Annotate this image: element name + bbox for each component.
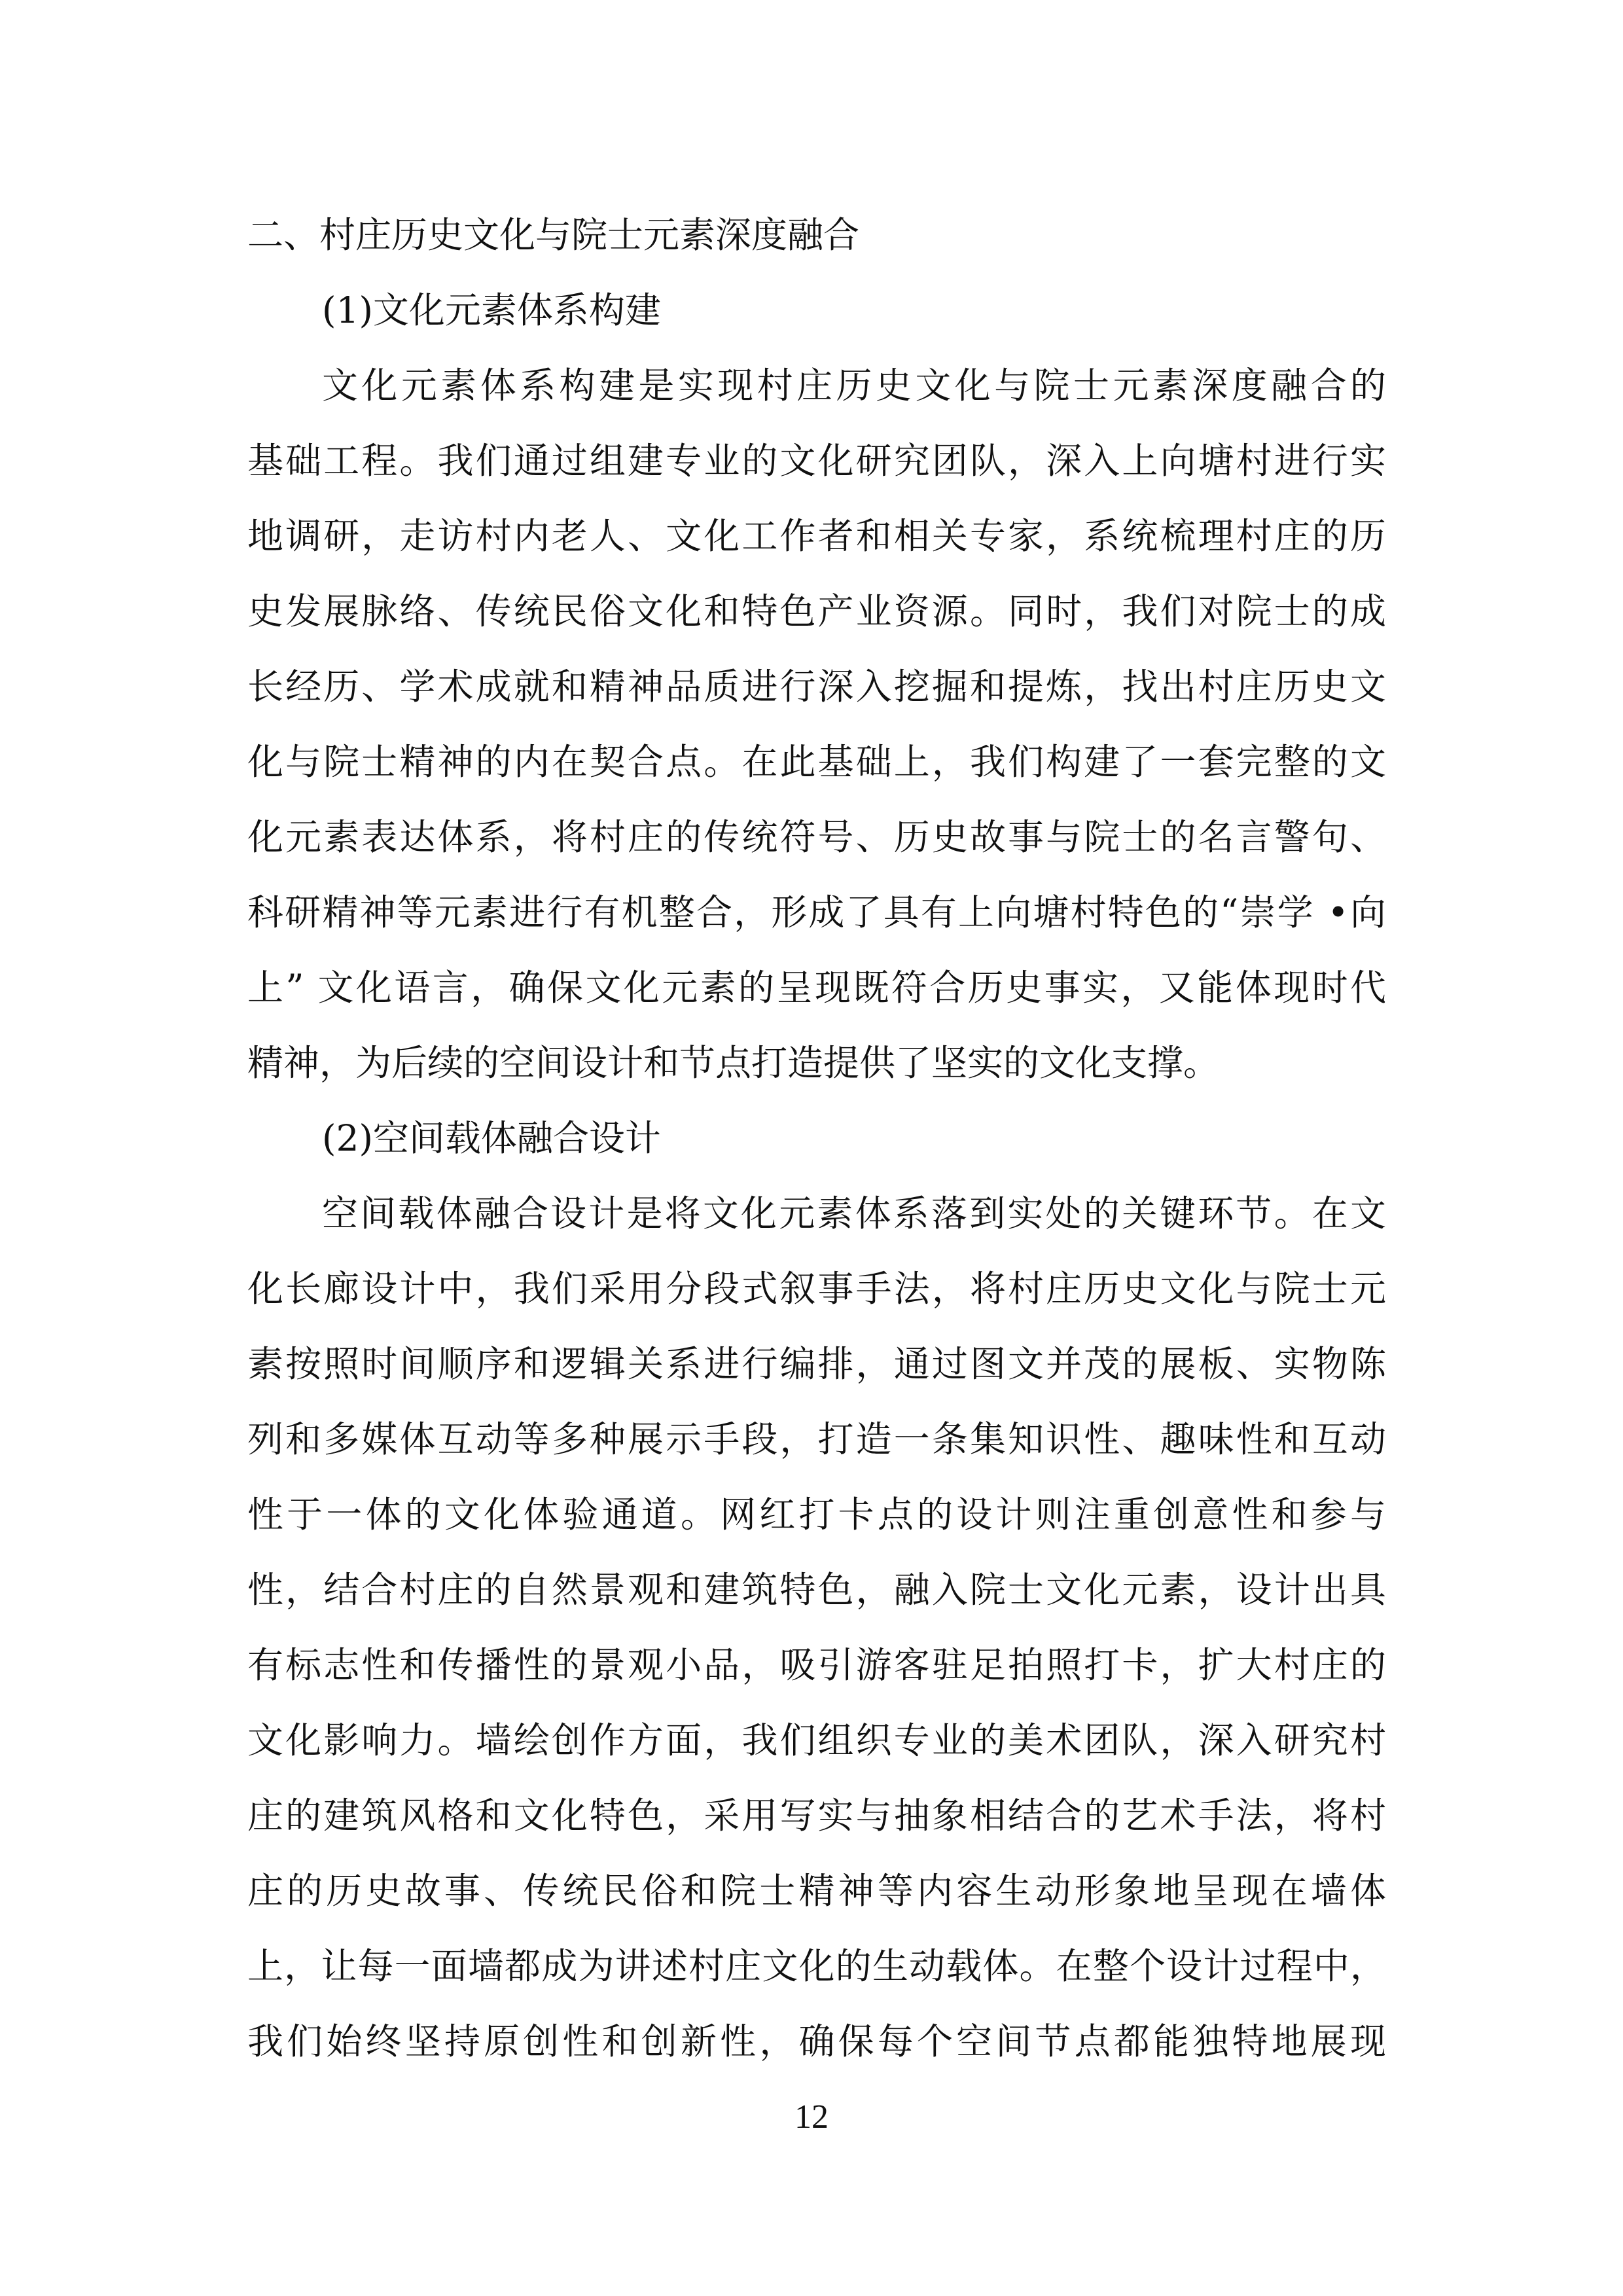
paragraph-2-line: 我们始终坚持原创性和创新性，确保每个空间节点都能独特地展现 — [247, 2020, 1386, 2062]
paragraph-2-line: 素按照时间顺序和逻辑关系进行编排，通过图文并茂的展板、实物陈 — [247, 1343, 1386, 1385]
paragraph-1-line: 化与院士精神的内在契合点。在此基础上，我们构建了一套完整的文 — [247, 741, 1386, 783]
subsection-title-2: (2)空间载体融合设计 — [322, 1117, 661, 1159]
paragraph-1-line: 基础工程。我们通过组建专业的文化研究团队，深入上向塘村进行实 — [247, 440, 1386, 482]
paragraph-1-line: 科研精神等元素进行有机整合，形成了具有上向塘村特色的“崇学 •向 — [247, 891, 1386, 933]
paragraph-1-line: 化元素表达体系，将村庄的传统符号、历史故事与院士的名言警句、 — [247, 816, 1386, 858]
paragraph-2-line: 列和多媒体互动等多种展示手段，打造一条集知识性、趣味性和互动 — [247, 1418, 1386, 1460]
subsection-title-1: (1)文化元素体系构建 — [322, 289, 661, 331]
paragraph-2-line: 庄的建筑风格和文化特色，采用写实与抽象相结合的艺术手法，将村 — [247, 1795, 1386, 1837]
paragraph-1-line: 精神，为后续的空间设计和节点打造提供了坚实的文化支撑。 — [247, 1042, 1220, 1084]
paragraph-1-line: 长经历、学术成就和精神品质进行深入挖掘和提炼，找出村庄历史文 — [247, 666, 1386, 708]
paragraph-2-line: 空间载体融合设计是将文化元素体系落到实处的关键环节。在文 — [322, 1193, 1386, 1234]
paragraph-2-line: 性于一体的文化体验通道。网红打卡点的设计则注重创意性和参与 — [247, 1494, 1386, 1535]
paragraph-2-line: 有标志性和传播性的景观小品，吸引游客驻足拍照打卡，扩大村庄的 — [247, 1644, 1386, 1686]
section-heading: 二、村庄历史文化与院士元素深度融合 — [247, 214, 860, 256]
paragraph-2-line: 化长廊设计中，我们采用分段式叙事手法，将村庄历史文化与院士元 — [247, 1268, 1386, 1310]
paragraph-1-line: 文化元素体系构建是实现村庄历史文化与院士元素深度融合的 — [322, 365, 1386, 406]
paragraph-2-line: 文化影响力。墙绘创作方面，我们组织专业的美术团队，深入研究村 — [247, 1719, 1386, 1761]
paragraph-1-line: 史发展脉络、传统民俗文化和特色产业资源。同时，我们对院士的成 — [247, 590, 1386, 632]
paragraph-2-line: 性，结合村庄的自然景观和建筑特色，融入院士文化元素，设计出具 — [247, 1569, 1386, 1611]
paragraph-2-line: 上，让每一面墙都成为讲述村庄文化的生动载体。在整个设计过程中， — [247, 1945, 1386, 1987]
paragraph-2-line: 庄的历史故事、传统民俗和院士精神等内容生动形象地呈现在墙体 — [247, 1870, 1386, 1912]
paragraph-1-line: 上” 文化语言，确保文化元素的呈现既符合历史事实，又能体现时代 — [247, 967, 1386, 1009]
paragraph-1-line: 地调研，走访村内老人、文化工作者和相关专家，系统梳理村庄的历 — [247, 515, 1386, 557]
page-number: 12 — [794, 2098, 829, 2136]
